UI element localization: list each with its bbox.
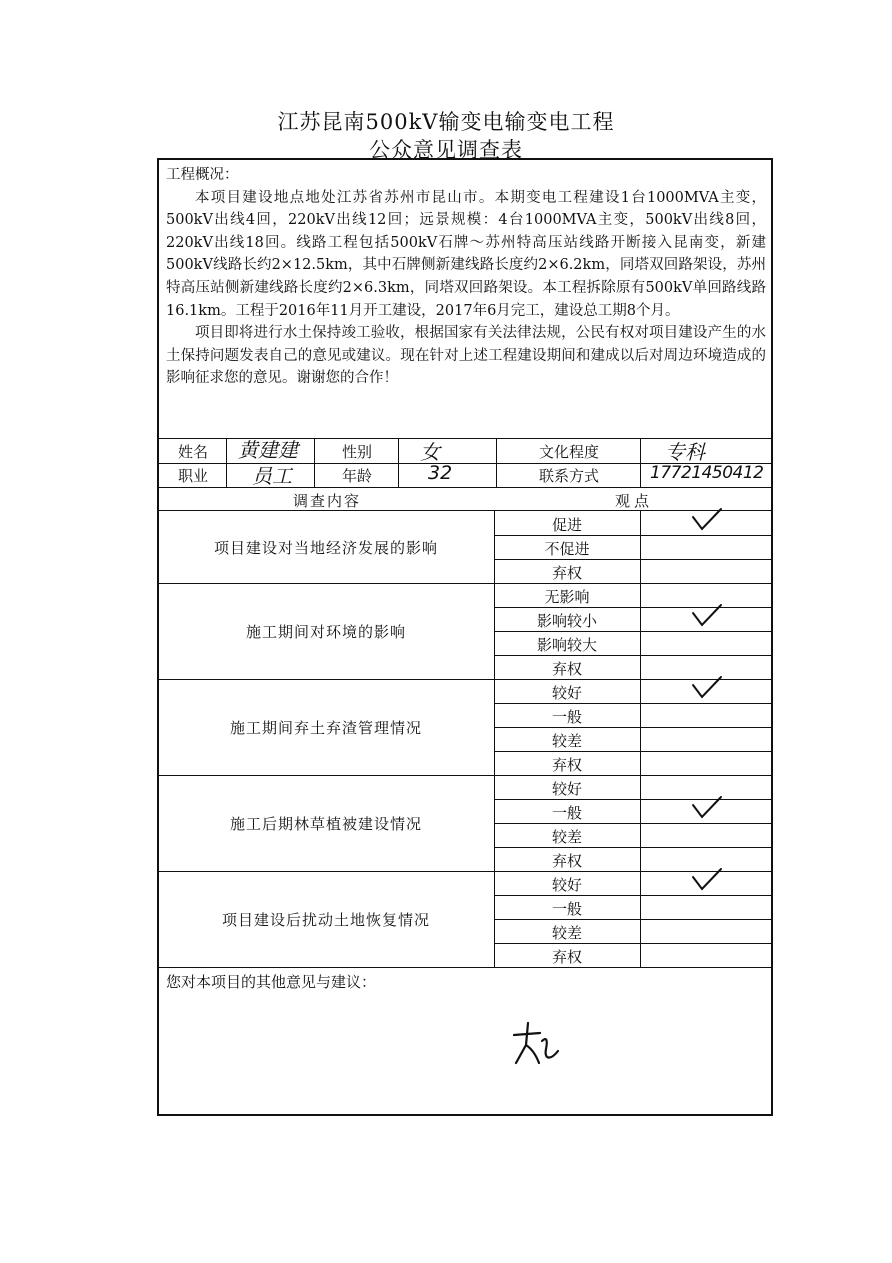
comments-handwriting [506, 1015, 566, 1073]
contact-value: 17721450412 [650, 463, 764, 483]
survey-option: 影响较小 [536, 612, 597, 630]
rule [398, 438, 399, 487]
education-value: 专科 [665, 440, 705, 464]
checkmark-icon [690, 603, 724, 629]
rule [494, 631, 772, 632]
survey-question-4: 施工后期林草植被建设情况 [229, 815, 422, 833]
survey-option: 较差 [551, 924, 582, 942]
survey-option: 一般 [551, 708, 582, 726]
column-header-content: 调查内容 [292, 492, 361, 510]
survey-option: 影响较大 [536, 636, 597, 654]
name-value: 黄建建 [238, 438, 298, 462]
contact-label: 联系方式 [538, 467, 599, 485]
rule [494, 943, 772, 944]
rule [158, 510, 772, 511]
rule [158, 967, 772, 968]
rule [158, 679, 772, 680]
job-value: 员工 [252, 464, 292, 488]
survey-option: 弃权 [551, 948, 582, 966]
survey-option: 较好 [551, 780, 582, 798]
checkmark-icon [690, 507, 724, 533]
rule [494, 919, 772, 920]
overview-paragraph-1: 本项目建设地点地处江苏省苏州市昆山市。本期变电工程建设1台1000MVA主变，500kV出线4回，220kV出线12回；远景规模：4台1000MVA主变，500kV出线8回，220kV出线18回。线路工程包括500kV石牌～苏州特高压站线路开断接入昆南变，新建500kV线路长约2×12.5km，其中石牌侧新建线路长度约2×6.2km，同塔双回路架设，苏州特高压站侧新建线路长度约2×6.3km，同塔双回路架设。本工程拆除原有500kV单回路线路16.1km。工程于2016年11月开工建设，2017年6月完工，建设总工期8个月。 [166, 189, 766, 319]
checkmark-icon [690, 795, 724, 821]
rule [494, 559, 772, 560]
survey-option: 弃权 [551, 852, 582, 870]
checkmark-icon [690, 675, 724, 701]
overview-heading: 工程概况： [166, 167, 239, 183]
rule [640, 511, 641, 583]
rule [640, 438, 641, 487]
survey-question-2: 施工期间对环境的影响 [245, 623, 406, 641]
survey-question-1: 项目建设对当地经济发展的影响 [213, 539, 438, 557]
overview-paragraph-2: 项目即将进行水土保持竣工验收，根据国家有关法律法规，公民有权对项目建设产生的水土保持问题发表自己的意见或建议。现在针对上述工程建设期间和建成以后对周边环境造成的影响征求您的意见。谢谢您的合作！ [166, 325, 766, 387]
survey-option: 一般 [551, 900, 582, 918]
survey-option: 较差 [551, 828, 582, 846]
survey-option: 无影响 [544, 588, 590, 606]
rule [158, 775, 772, 776]
document-subtitle: 公众意见调查表 [369, 138, 523, 162]
rule [494, 655, 772, 656]
survey-question-5: 项目建设后扰动土地恢复情况 [221, 911, 430, 929]
education-label: 文化程度 [538, 443, 599, 461]
survey-option: 较差 [551, 732, 582, 750]
column-header-opinion: 观点 [614, 492, 653, 510]
rule [158, 871, 772, 872]
rule [494, 703, 772, 704]
project-overview [166, 164, 766, 390]
age-value: 32 [428, 462, 453, 484]
gender-label: 性别 [341, 443, 372, 461]
rule [494, 751, 772, 752]
rule [494, 823, 772, 824]
rule [158, 583, 772, 584]
rule [494, 799, 772, 800]
name-label: 姓名 [177, 443, 208, 461]
comments-label: 您对本项目的其他意见与建议： [166, 973, 377, 991]
rule [494, 727, 772, 728]
survey-option: 弃权 [551, 756, 582, 774]
survey-option: 弃权 [551, 564, 582, 582]
rule [226, 438, 227, 487]
checkmark-icon [690, 867, 724, 893]
job-label: 职业 [177, 467, 208, 485]
survey-option: 促进 [551, 516, 582, 534]
gender-value: 女 [420, 440, 440, 464]
survey-question-3: 施工期间弃土弃渣管理情况 [229, 719, 422, 737]
survey-option: 较好 [551, 684, 582, 702]
survey-option: 较好 [551, 876, 582, 894]
rule [494, 607, 772, 608]
survey-option: 一般 [551, 804, 582, 822]
rule [494, 535, 772, 536]
rule [158, 487, 772, 488]
document-title: 江苏昆南500kV输变电输变电工程 [277, 110, 615, 134]
rule [494, 895, 772, 896]
rule [494, 847, 772, 848]
age-label: 年龄 [341, 467, 372, 485]
survey-option: 不促进 [544, 540, 590, 558]
survey-option: 弃权 [551, 660, 582, 678]
